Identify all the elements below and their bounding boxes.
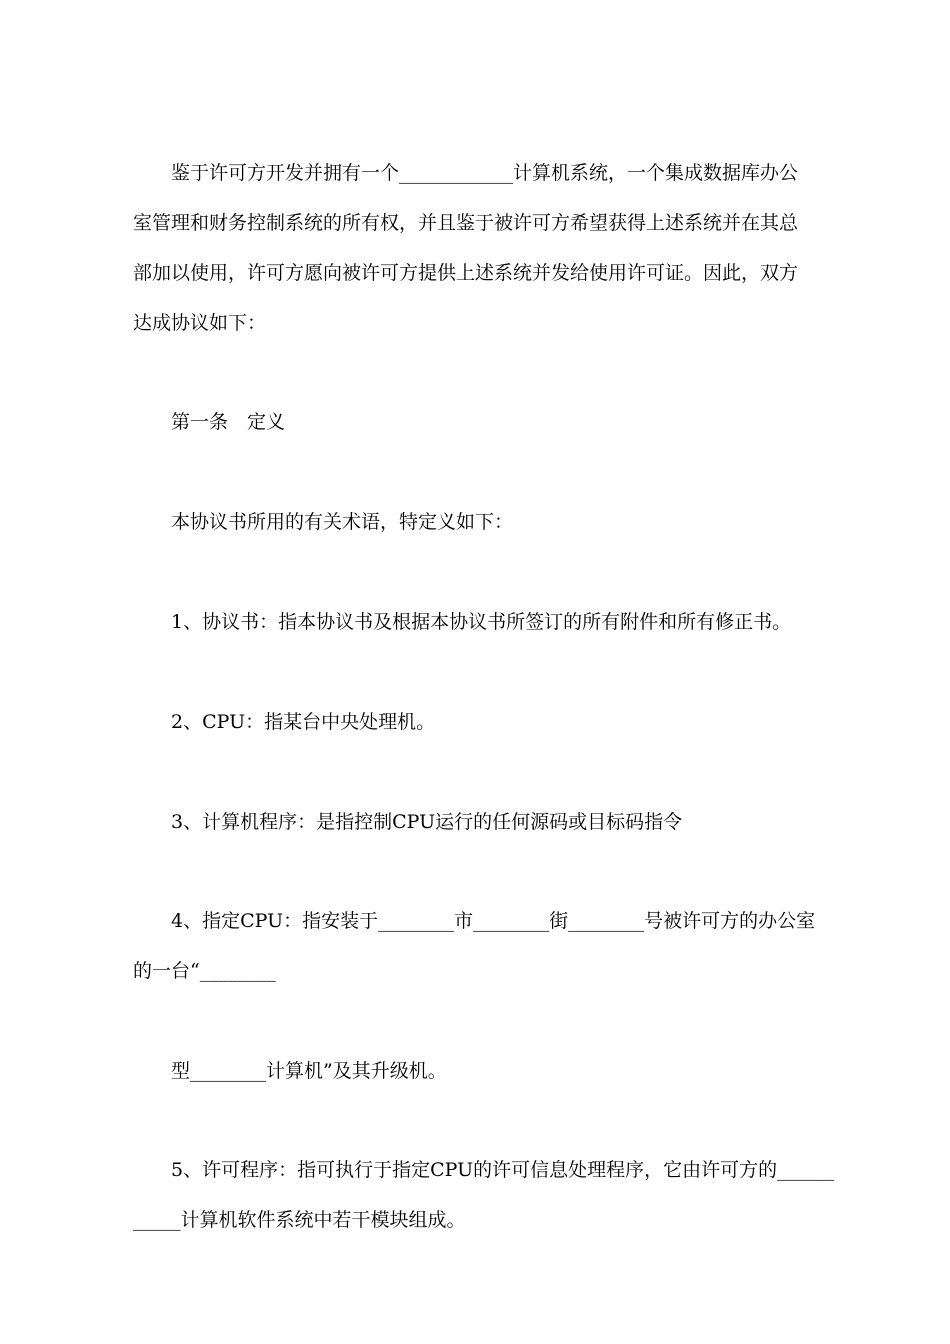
definition-item-1 (133, 597, 823, 647)
definition-2-text: 2、CPU：指某台中央处理机。 (171, 711, 436, 733)
intro-line-3: 部加以使用，许可方愿向被许可方提供上述系统并发给使用许可证。因此，双方 (133, 262, 799, 284)
definition-5-line-2: _____计算机软件系统中若干模块组成。 (133, 1209, 466, 1231)
definition-item-4-continued (133, 1046, 823, 1096)
definition-4-line-2: 的一台“________ (133, 960, 276, 982)
definition-5-line-1: 5、许可程序：指可执行于指定CPU的许可信息处理程序，它由许可方的______ (171, 1159, 835, 1181)
definition-3-text: 3、计算机程序：是指控制CPU运行的任何源码或目标码指令 (171, 811, 683, 833)
article-1-heading: 第一条 定义 (171, 411, 286, 433)
definition-4-line-3: 型________计算机”及其升级机。 (171, 1060, 447, 1082)
intro-paragraph (133, 148, 823, 348)
intro-line-1: 鉴于许可方开发并拥有一个____________计算机系统，一个集成数据库办公 (171, 162, 799, 184)
definition-item-3 (133, 797, 823, 847)
definitions-lead (133, 497, 823, 547)
intro-line-4: 达成协议如下： (133, 312, 267, 334)
article-heading (133, 397, 823, 447)
definition-4-line-1: 4、指定CPU：指安装于________市________街________号被许可方的办公室 (171, 910, 816, 932)
definition-item-5 (133, 1145, 835, 1245)
definition-item-2 (133, 697, 823, 747)
definitions-lead-text: 本协议书所用的有关术语，特定义如下： (171, 511, 514, 533)
definition-1-text: 1、协议书：指本协议书及根据本协议书所签订的所有附件和所有修正书。 (171, 611, 792, 633)
definition-item-4 (133, 896, 823, 996)
intro-line-2: 室管理和财务控制系统的所有权，并且鉴于被许可方希望获得上述系统并在其总 (133, 212, 799, 234)
